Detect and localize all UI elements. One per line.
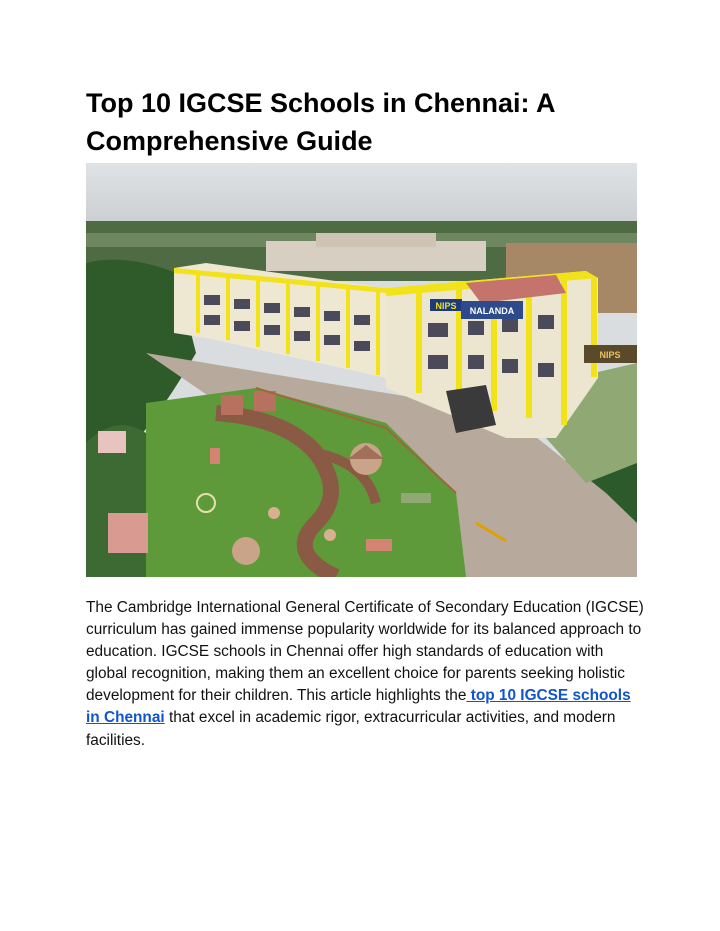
intro-text-after-link: that excel in academic rigor, extracurricular activities, and modern facilities. [86,709,616,749]
page-title: Top 10 IGCSE Schools in Chennai: A Comprehensive Guide [86,88,555,156]
top-10-schools-link[interactable]: top 10 IGCSE schools in Chennai [86,687,631,727]
nalanda-sign: NALANDA [469,306,515,316]
school-aerial-photo [86,163,637,577]
intro-paragraph [86,597,646,752]
nips-sign-gate: NIPS [599,350,621,360]
nips-sign-top: NIPS [435,301,457,311]
intro-text-before-link: The Cambridge International General Certificate of Secondary Education (IGCSE) curriculum has gained immense popularity worldwide for its balanced approach to education. IGCSE schools in Chennai offer high standards of education with global recognition, making them an excellent choice for parents seeking holistic development for their children. This article highlights the [86,599,644,705]
